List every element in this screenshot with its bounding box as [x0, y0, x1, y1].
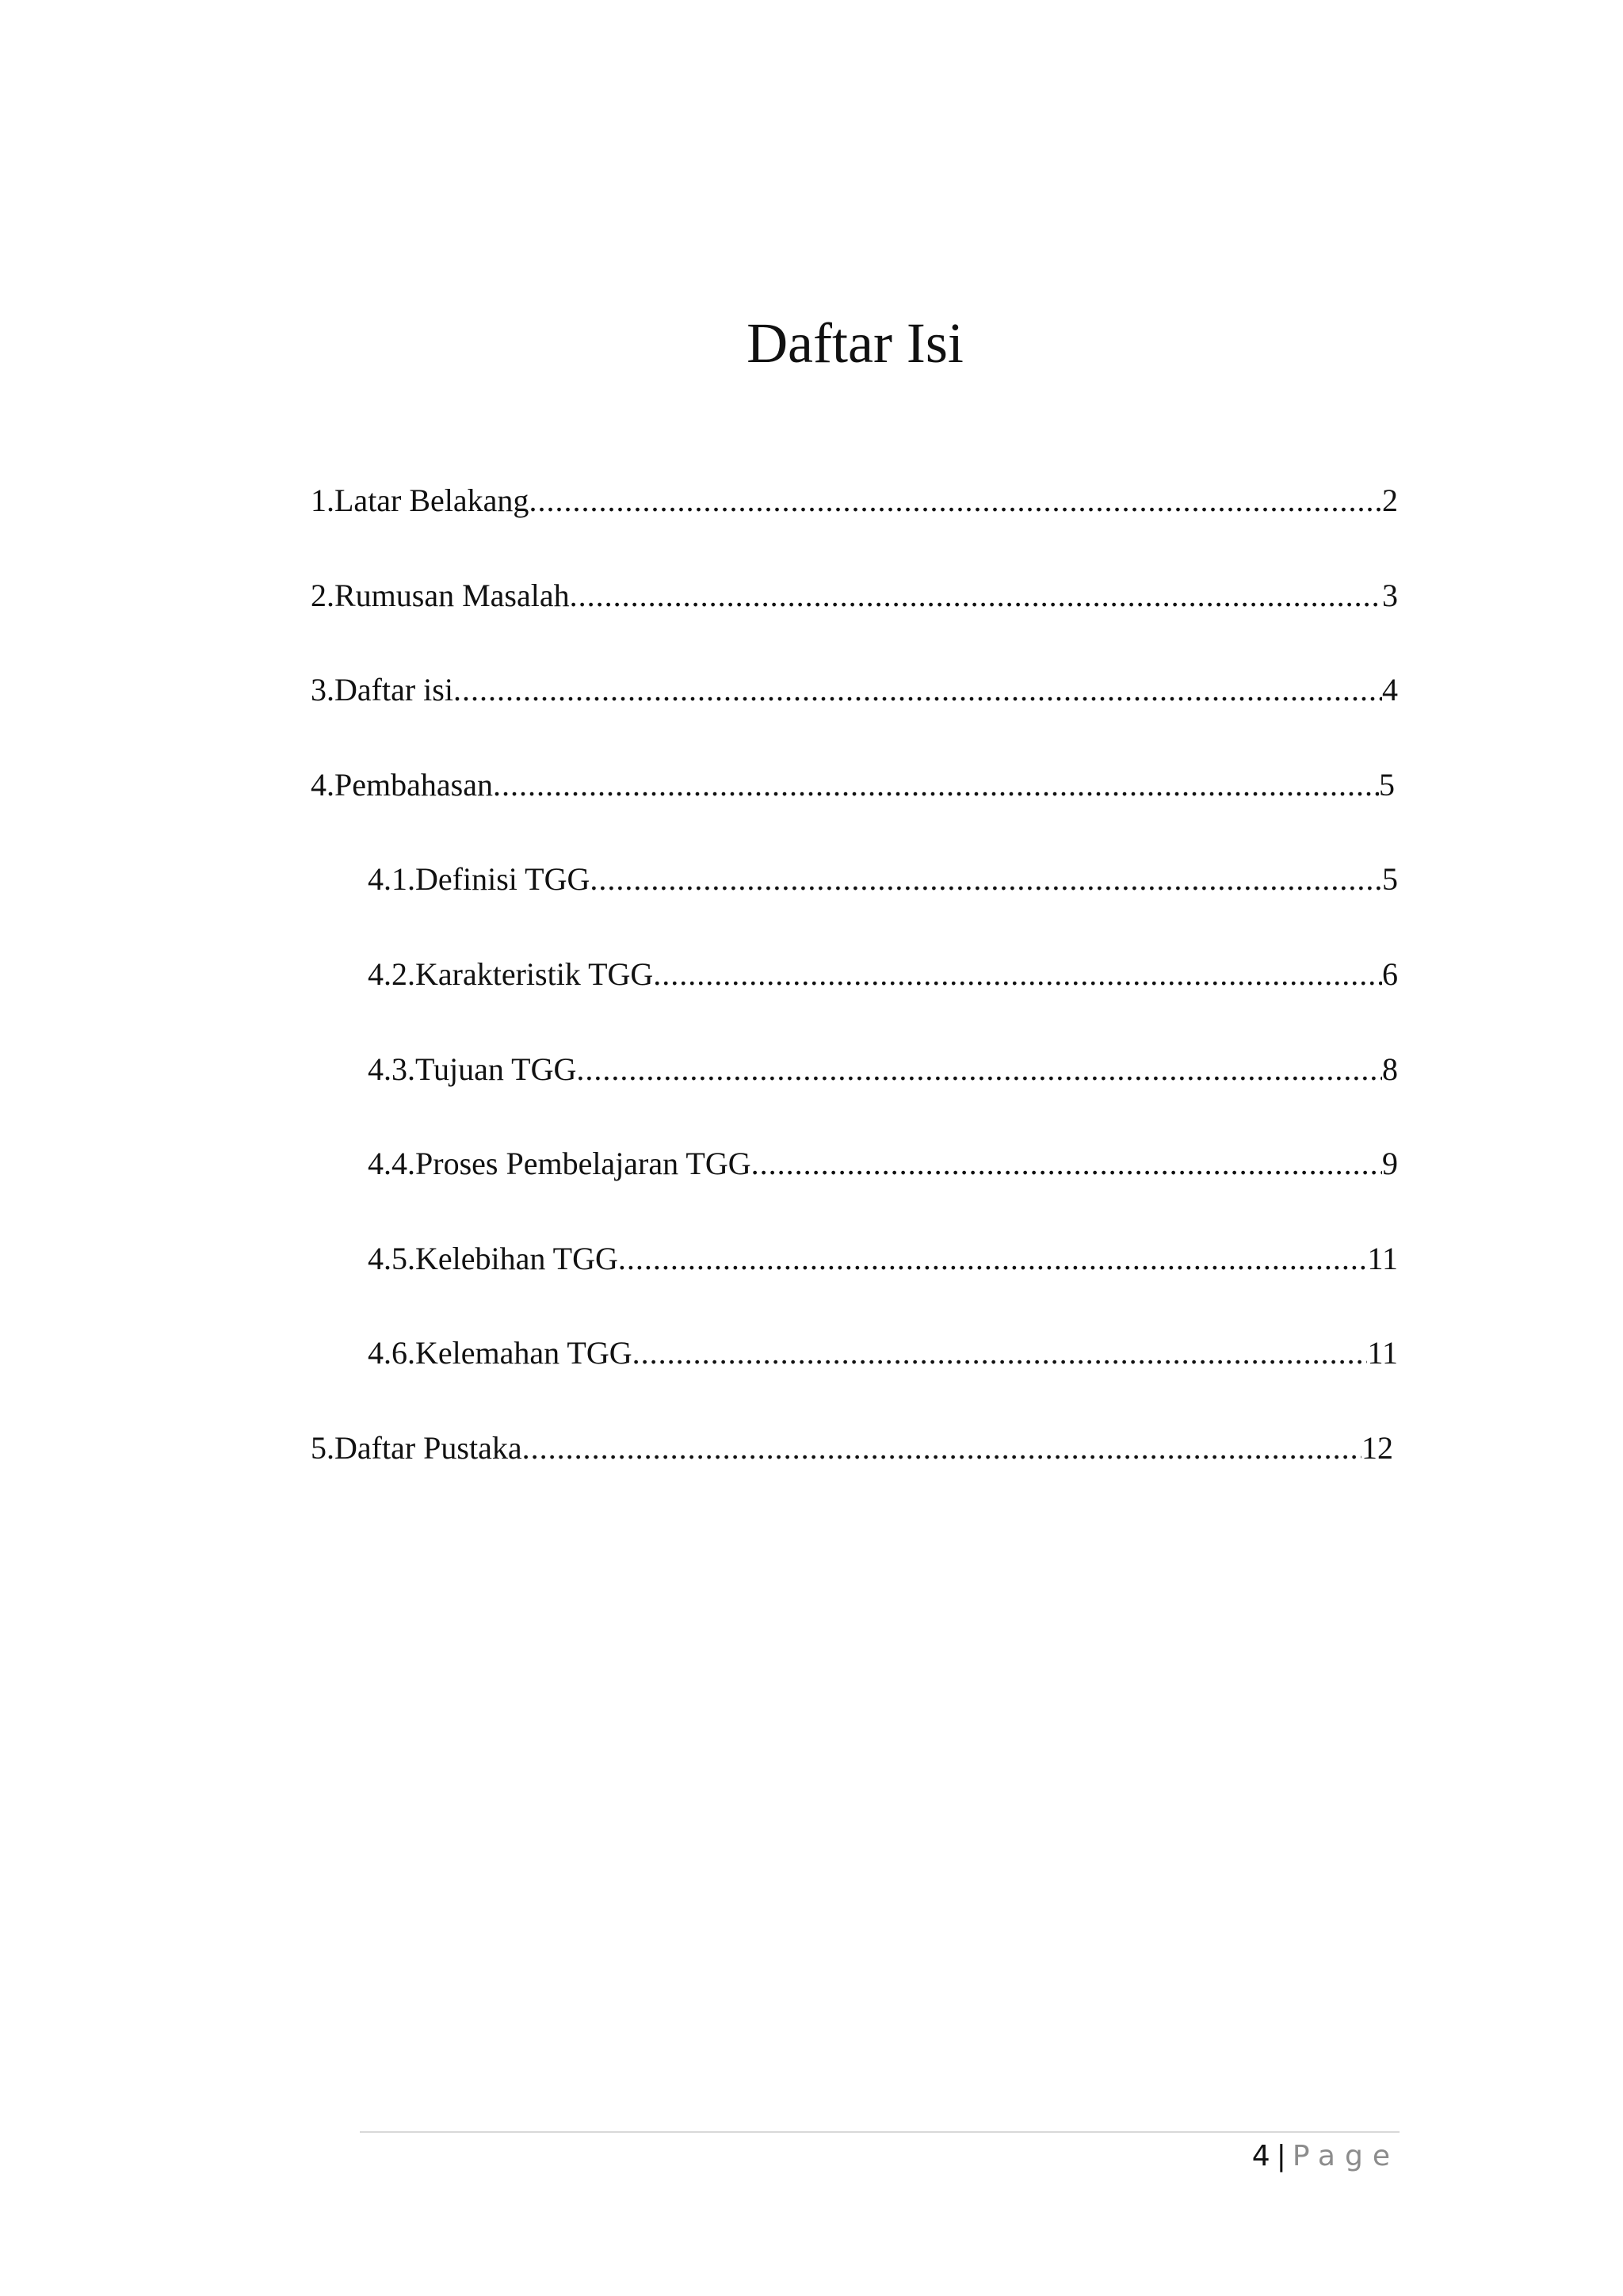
- toc-entry-label: 4.5.Kelebihan TGG: [368, 1241, 618, 1276]
- footer-separator: |: [1276, 2140, 1286, 2172]
- toc-entry-label: 4.3.Tujuan TGG: [368, 1051, 577, 1087]
- footer-page-word: Page: [1292, 2140, 1400, 2172]
- toc-dot-leader: [529, 479, 1382, 523]
- toc-entry-page: 2: [1382, 482, 1398, 518]
- footer-divider: [360, 2131, 1400, 2133]
- toc-entry-pembahasan[interactable]: [311, 763, 1395, 807]
- toc-entry-page: 12: [1361, 1430, 1393, 1466]
- toc-entry-page: 5: [1382, 861, 1398, 897]
- toc-entry-page: 8: [1382, 1051, 1398, 1087]
- toc-entry-karakteristik-tgg[interactable]: [368, 952, 1398, 997]
- toc-dot-leader: [493, 763, 1379, 807]
- toc-dot-leader: [653, 952, 1382, 997]
- toc-entry-latar-belakang[interactable]: [311, 479, 1398, 523]
- toc-entry-proses-pembelajaran-tgg[interactable]: [368, 1142, 1398, 1186]
- toc-dot-leader: [618, 1237, 1368, 1281]
- page-footer: [1252, 2136, 1400, 2177]
- toc-entry-tujuan-tgg[interactable]: [368, 1047, 1398, 1092]
- toc-entry-label: 4.6.Kelemahan TGG: [368, 1335, 632, 1371]
- toc-entry-page: 3: [1382, 578, 1398, 613]
- toc-entry-label: 1.Latar Belakang: [311, 482, 529, 518]
- toc-entry-label: 4.1.Definisi TGG: [368, 861, 590, 897]
- toc-entry-kelebihan-tgg[interactable]: [368, 1237, 1398, 1281]
- toc-entry-daftar-pustaka[interactable]: [311, 1426, 1393, 1470]
- toc-entry-rumusan-masalah[interactable]: [311, 574, 1398, 618]
- page-title: Daftar Isi: [747, 311, 964, 375]
- toc-dot-leader: [590, 857, 1382, 902]
- toc-dot-leader: [751, 1142, 1382, 1186]
- toc-entry-label: 4.Pembahasan: [311, 767, 493, 803]
- toc-entry-page: 11: [1367, 1335, 1398, 1371]
- toc-entry-label: 4.4.Proses Pembelajaran TGG: [368, 1146, 751, 1181]
- toc-entry-label: 2.Rumusan Masalah: [311, 578, 570, 613]
- footer-page-number: 4: [1251, 2140, 1270, 2172]
- toc-entry-label: 3.Daftar isi: [311, 672, 453, 707]
- toc-entry-label: 5.Daftar Pustaka: [311, 1430, 522, 1466]
- toc-entry-page: 6: [1382, 956, 1398, 992]
- toc-entry-daftar-isi[interactable]: [311, 668, 1398, 712]
- toc-entry-page: 4: [1382, 672, 1398, 707]
- toc-dot-leader: [570, 574, 1382, 618]
- toc-entry-page: 9: [1382, 1146, 1398, 1181]
- toc-dot-leader: [632, 1331, 1368, 1375]
- toc-entry-definisi-tgg[interactable]: [368, 857, 1398, 902]
- toc-dot-leader: [453, 668, 1382, 712]
- toc-entry-kelemahan-tgg[interactable]: [368, 1331, 1398, 1375]
- toc-dot-leader: [522, 1426, 1361, 1470]
- toc-entry-label: 4.2.Karakteristik TGG: [368, 956, 654, 992]
- toc-entry-page: 11: [1367, 1241, 1398, 1276]
- toc-dot-leader: [576, 1047, 1382, 1092]
- toc-entry-page: 5: [1379, 767, 1395, 803]
